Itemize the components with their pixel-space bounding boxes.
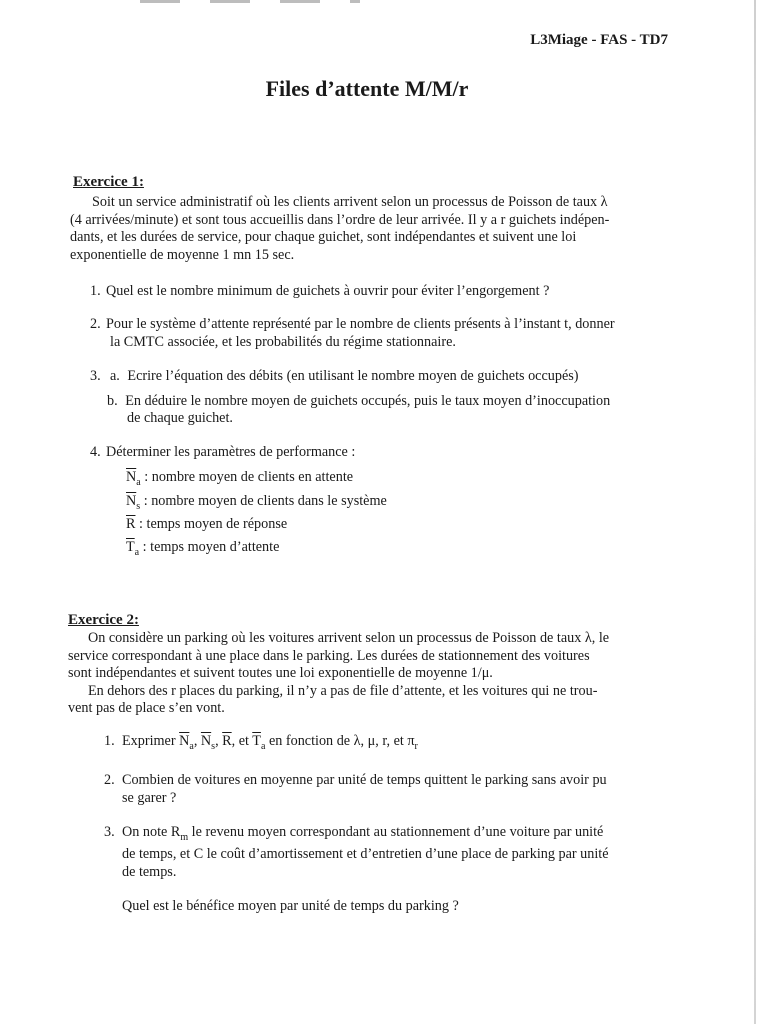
symbol-subscript: s [211,740,216,752]
symbol-subscript: a [189,740,194,752]
exercise-1 [70,174,662,264]
symbol-ta: $\overline{T}$ [252,733,261,749]
symbol: $\overline{T}$ [126,539,135,555]
question-text: Combien de voitures en moyenne par unité de temps quittent le parking sans avoir pu [122,772,607,788]
subquestion-text: En déduire le nombre moyen de guichets occupés, puis le taux moyen d’inoccupation [125,392,611,409]
ex1-question-1 [90,283,670,301]
question-text [122,733,664,755]
symbol-subscript: s [136,500,141,512]
intro-line: exponentielle de moyenne 1 mn 15 sec. [70,246,295,263]
question-number: 1. [90,283,101,299]
intro-line: (4 arrivées/minute) et sont tous accueillis dans l’ordre de leur arrivée. Il y a r guichets indépen- [70,211,610,228]
exercise-2-title: Exercice 2: [68,612,139,628]
exercise-2 [68,612,664,718]
separator: , [193,733,201,749]
intro-line: Soit un service administratif où les clients arrivent selon un processus de Poisson de taux λ [92,194,608,210]
symbol: $\overline{N}$ [126,469,137,485]
exercise-2-intro [68,630,664,718]
question-number: 2. [90,316,101,332]
perf-param-na [126,469,353,491]
param-description: : temps moyen d’attente [139,539,280,555]
ex1-question-4 [90,444,670,462]
question-number: 2. [104,772,115,788]
separator: , [215,733,223,749]
symbol-na: $\overline{N}$ [179,733,190,749]
perf-param-r [126,516,287,533]
symbol: $\overline{R}$ [126,516,136,532]
ex2-question-2 [104,772,664,807]
subquestion-text: Ecrire l’équation des débits (en utilisant le nombre moyen de guichets occupés) [127,368,579,384]
symbol: $\overline{N}$ [126,493,137,509]
question-number: 1. [104,733,115,749]
ex2-question-1 [104,733,664,755]
question-text: de temps, et C le coût d’amortissement et d’entretien d’une place de parking par unité [122,846,609,863]
subquestion-label: b. [107,392,118,409]
perf-param-ns [126,493,387,515]
course-reference: L3Miage - FAS - TD7 [530,32,668,48]
question-text [122,824,664,846]
question-number: 3. [104,824,115,840]
param-description: : nombre moyen de clients dans le système [140,493,387,509]
question-text-post: en fonction de λ, μ, r, et π [265,733,415,749]
question-text: Pour le système d’attente représenté par le nombre de clients présents à l’instant t, donner [106,316,615,332]
exercise-1-intro [70,194,662,264]
intro-line: En dehors des r places du parking, il n’y a pas de file d’attente, et les voitures qui ne trou- [88,682,598,699]
symbol-subscript: a [136,476,141,488]
separator: , et [231,733,253,749]
intro-line: On considère un parking où les voitures arrivent selon un processus de Poisson de taux λ, le [88,630,610,646]
intro-line: dants, et les durées de service, pour chaque guichet, sont indépendantes et suivent une loi [70,229,577,245]
intro-line: service correspondant à une place dans le parking. Les durées de stationnement des voitures [68,647,590,664]
question-text-pre: Exprimer [122,733,180,749]
question-text: la CMTC associée, et les probabilités du régime stationnaire. [110,333,456,350]
question-text: Déterminer les paramètres de performance : [106,444,356,460]
page-title: Files d’attente M/M/r [265,76,469,101]
symbol-subscript: r [414,740,418,752]
symbol-subscript: a [260,740,266,752]
param-description: : temps moyen de réponse [135,516,288,532]
question-number: 4. [90,444,101,460]
question-number: 3. [90,368,101,384]
question-text: Quel est le nombre minimum de guichets à ouvrir pour éviter l’engorgement ? [106,283,550,299]
symbol-ns: $\overline{N}$ [200,733,212,749]
exercise-1-title: Exercice 1: [73,174,144,190]
question-text: de temps. [122,863,177,880]
ex1-question-2 [90,316,670,351]
subquestion-text: de chaque guichet. [127,410,233,426]
param-description: : nombre moyen de clients en attente [140,469,354,485]
question-text: se garer ? [122,789,177,806]
intro-line: vent pas de place s’en vont. [68,700,225,716]
symbol-r: $\overline{R}$ [222,733,232,749]
symbol-subscript: a [134,546,140,558]
intro-line: sont indépendantes et suivent toutes une loi exponentielle de moyenne 1/μ. [68,665,493,681]
question-text-pre: On note R [122,824,181,840]
subquestion-label: a. [110,368,120,384]
perf-param-ta [126,539,279,561]
symbol-subscript: m [180,831,189,843]
final-question: Quel est le bénéfice moyen par unité de temps du parking ? [122,898,459,915]
ex2-question-3 [104,824,664,916]
ex1-question-3 [90,368,670,428]
question-text-post: le revenu moyen correspondant au stationnement d’une voiture par unité [188,824,604,840]
